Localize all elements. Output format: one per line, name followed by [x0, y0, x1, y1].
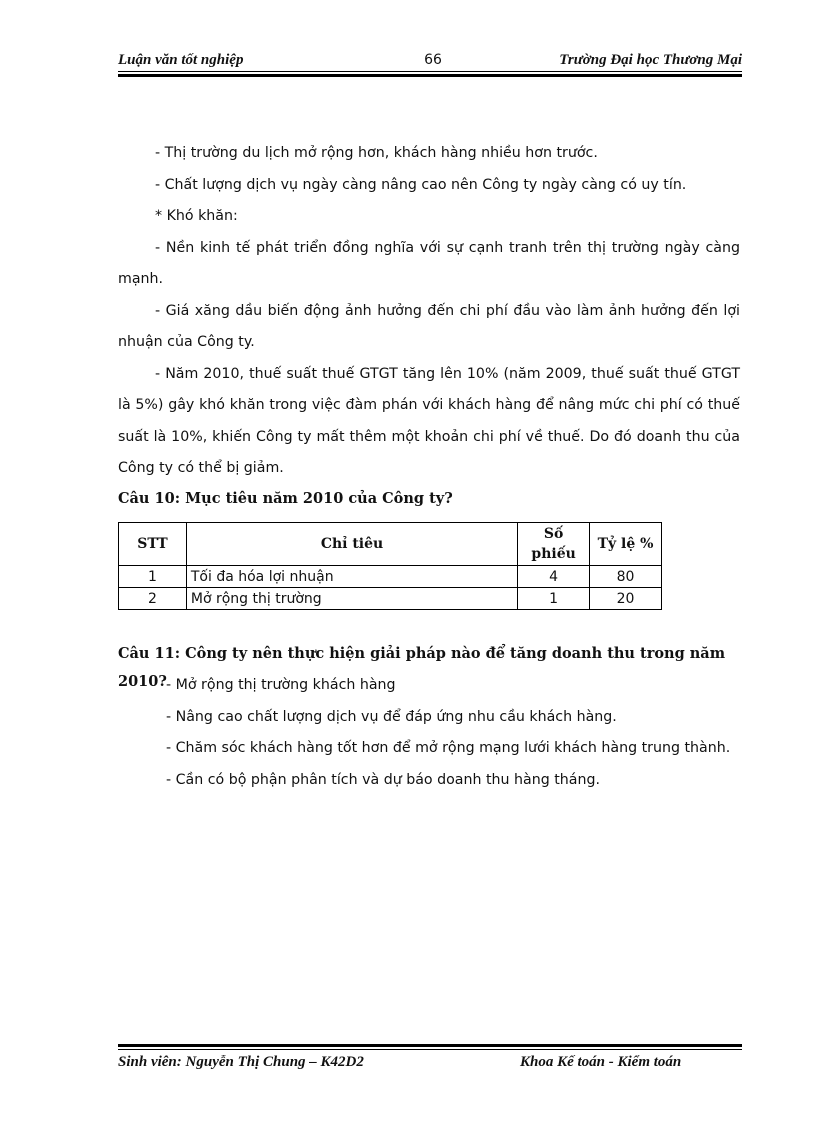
footer-rule-thin	[118, 1049, 742, 1050]
column-header-percent: Tỷ lệ %	[590, 523, 662, 566]
table-row	[119, 566, 662, 588]
question-11-title: Câu 11: Công ty nên thực hiện giải pháp nào để tăng doanh thu trong năm 2010?	[118, 645, 726, 690]
list-item: - Mở rộng thị trường khách hàng	[166, 677, 396, 693]
cell-criteria: Mở rộng thị trường	[186, 588, 517, 610]
question-10-title: Câu 10: Mục tiêu năm 2010 của Công ty?	[118, 489, 453, 507]
header-university: Trường Đại học Thương Mại	[559, 52, 742, 68]
header-thesis-title: Luận văn tốt nghiệp	[118, 52, 244, 68]
page-header	[118, 52, 742, 72]
paragraph: * Khó khăn:	[155, 208, 238, 224]
cell-stt: 2	[119, 588, 187, 610]
cell-votes: 1	[518, 588, 590, 610]
cell-criteria: Tối đa hóa lợi nhuận	[186, 566, 517, 588]
cell-percent: 80	[590, 566, 662, 588]
paragraph: - Nền kinh tế phát triển đồng nghĩa với sự cạnh tranh trên thị trường ngày càng mạnh.	[118, 239, 740, 287]
header-rule-thin	[118, 71, 742, 72]
table-row	[119, 588, 662, 610]
list-item: - Chăm sóc khách hàng tốt hơn để mở rộng mạng lưới khách hàng trung thành.	[166, 740, 731, 756]
cell-percent: 20	[590, 588, 662, 610]
cell-votes: 4	[518, 566, 590, 588]
column-header-stt: STT	[119, 523, 187, 566]
cell-stt: 1	[119, 566, 187, 588]
page-footer	[118, 1054, 742, 1074]
survey-table	[118, 522, 662, 610]
column-header-votes: Số phiếu	[518, 523, 590, 566]
page-number: 66	[424, 52, 442, 68]
answer-list	[166, 670, 746, 796]
body-text	[118, 138, 740, 513]
footer-student: Sinh viên: Nguyễn Thị Chung – K42D2	[118, 1054, 364, 1070]
paragraph: - Chất lượng dịch vụ ngày càng nâng cao nên Công ty ngày càng có uy tín.	[155, 176, 687, 193]
footer-rule-thick	[118, 1044, 742, 1047]
table-header-row	[119, 523, 662, 566]
column-header-criteria: Chỉ tiêu	[186, 523, 517, 566]
paragraph: - Giá xăng dầu biến động ảnh hưởng đến chi phí đầu vào làm ảnh hưởng đến lợi nhuận của Công ty.	[118, 302, 740, 350]
footer-faculty: Khoa Kế toán - Kiểm toán	[520, 1054, 682, 1070]
paragraph: - Thị trường du lịch mở rộng hơn, khách hàng nhiều hơn trước.	[155, 145, 598, 161]
header-rule-thick	[118, 74, 742, 77]
list-item: - Nâng cao chất lượng dịch vụ để đáp ứng nhu cầu khách hàng.	[166, 708, 617, 725]
list-item: - Cần có bộ phận phân tích và dự báo doanh thu hàng tháng.	[166, 771, 600, 788]
paragraph: - Năm 2010, thuế suất thuế GTGT tăng lên 10% (năm 2009, thuế suất thuế GTGT là 5%) gây khó khăn trong việc đàm phán với khách hàng để nâng mức chi phí có thuế suất là 10%, khiến Công ty mất thêm một khoản chi phí về thuế. Do đó doanh thu của Công ty có thể bị giảm.	[118, 365, 740, 476]
